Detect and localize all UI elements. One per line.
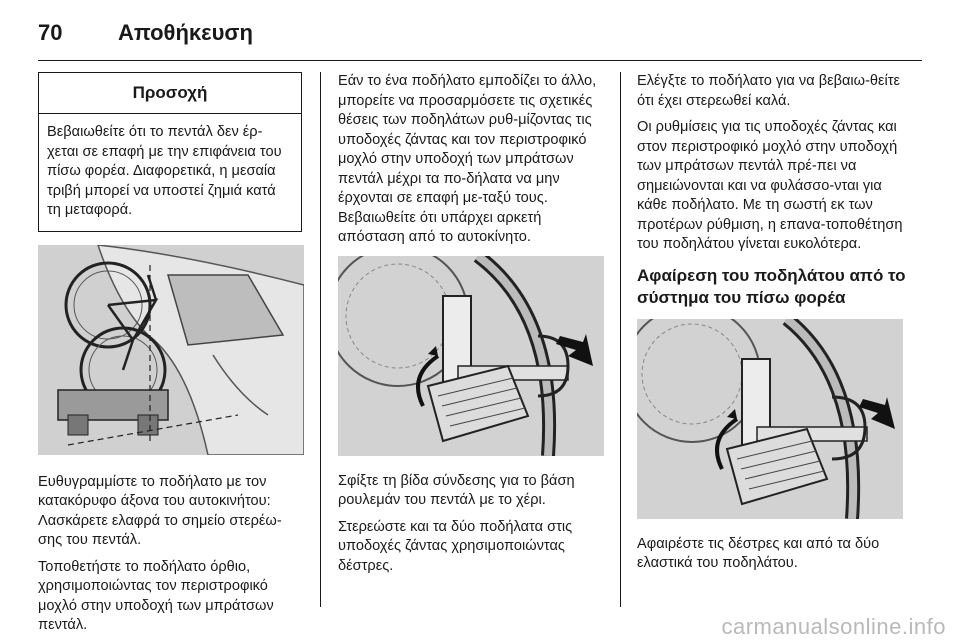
paragraph: Εάν το ένα ποδήλατο εμποδίζει το άλλο, μπορείτε να προσαρμόσετε τις σχετικές θέσεις των ποδηλάτων ρυθ-μίζοντας τις υποδοχές ζάντας και τον περιστροφικό μοχλό στην υποδοχή των μπράτσων πεντάλ μέχρι τα πο-δήλατα να μην έρχονται σε επαφή με-ταξύ τους. Βεβαιωθείτε ότι υπάρχει αρκετή απόσταση από το αυτοκίνητο.	[338, 73, 597, 245]
column-3	[637, 72, 907, 581]
paragraph: Τοποθετήστε το ποδήλατο όρθιο, χρησιμοποιώντας τον περιστροφικό μοχλό στην υποδοχή των μπράτσων πεντάλ.	[38, 558, 274, 633]
paragraph: Οι ρυθμίσεις για τις υποδοχές ζάντας και στον περιστροφικό μοχλό στην υποδοχή των μπράτσων πεντάλ πρέ-πει να σημειώνονται και να φυλάσσο-νται για κάθε ποδήλατο. Με τη σωστή εκ των προτέρων ρύθμιση, η επανα-τοποθέτηση του ποδηλάτου γίνεται ευκολότερα.	[637, 119, 903, 252]
bike-carrier-illustration	[38, 245, 304, 455]
caution-box	[38, 72, 302, 232]
paragraph: Σφίξτε τη βίδα σύνδεσης για το βάση ρουλεμάν του πεντάλ με το χέρι.	[338, 472, 575, 508]
caution-title: Προσοχή	[39, 73, 301, 114]
section-heading: Αφαίρεση του ποδηλάτου από το σύστημα του πίσω φορέα	[637, 265, 906, 307]
paragraph: Στερεώστε και τα δύο ποδήλατα στις υποδοχές ζάντας χρησιμοποιώντας δέστρες.	[338, 518, 573, 574]
page-title: Αποθήκευση	[118, 20, 253, 45]
caution-text: Βεβαιωθείτε ότι το πεντάλ δεν έρ-χεται σε επαφή με την επιφάνεια του πίσω φορέα. Διαφορετικά, η μεσαία τριβή μπορεί να υποστεί ζημιά κατά τη μεταφορά.	[47, 124, 282, 218]
pedal-clamp-drawing	[338, 256, 604, 456]
watermark: carmanualsonline.info	[721, 614, 946, 639]
column-2	[338, 72, 604, 583]
paragraph: Ελέγξτε το ποδήλατο για να βεβαιω-θείτε ότι έχει στερεωθεί καλά.	[637, 73, 901, 109]
column-1	[38, 72, 304, 643]
column-divider	[620, 72, 621, 607]
bike-on-carrier-drawing	[38, 245, 304, 455]
wheel-strap-drawing	[637, 319, 903, 519]
paragraph: Ευθυγραμμίστε το ποδήλατο με τον κατακόρυφο άξονα του αυτοκινήτου: Λασκάρετε ελαφρά το σημείο στερέω-σης του πεντάλ.	[38, 473, 282, 548]
strap-removal-illustration	[637, 319, 903, 519]
column-divider	[320, 72, 321, 607]
page-header	[38, 14, 922, 61]
pedal-mount-illustration	[338, 256, 604, 456]
figure-caption: Αφαιρέστε τις δέστρες και από τα δύο ελαστικά του ποδηλάτου.	[637, 535, 880, 571]
page-number: 70	[38, 20, 63, 45]
